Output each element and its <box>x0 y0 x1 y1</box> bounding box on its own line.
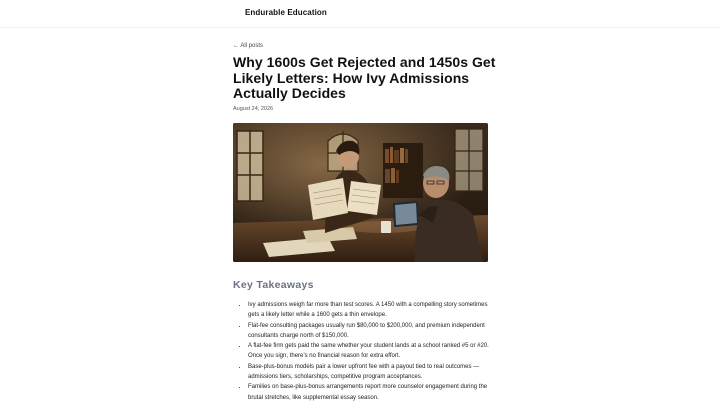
key-takeaways-heading: Key Takeaways <box>233 279 314 291</box>
post-title: Why 1600s Get Rejected and 1450s Get Likely Letters: How Ivy Admissions Actually Decides <box>233 54 496 101</box>
list-item: • Ivy admissions weigh far more than test scores. A 1450 with a compelling story sometimes gets a likely letter while a 1600 gets a thin envelope. <box>248 300 498 321</box>
all-posts-link[interactable]: ← All posts <box>233 43 264 49</box>
site-title[interactable]: Endurable Education <box>245 8 327 17</box>
list-item: • Flat-fee consulting packages usually run $80,000 to $200,000, and premium independent consultants charge north of $150,000. <box>248 321 498 342</box>
hero-image <box>233 123 488 262</box>
site-header <box>0 0 720 28</box>
post-date: August 24, 2026 <box>233 106 274 112</box>
list-item: • Base-plus-bonus models pair a lower upfront fee with a payout tied to real outcomes — admissions tiers, scholarships, competitive program acceptances. <box>248 362 498 383</box>
study-room-photo-icon <box>233 123 488 262</box>
list-item: • A flat-fee firm gets paid the same whether your student lands at a school ranked #5 or #20. Once you sign, there’s no financial reason for extra effort. <box>248 341 498 362</box>
key-takeaways-list <box>240 300 498 403</box>
list-item: • Families on base-plus-bonus arrangements report more counselor engagement during the brutal stretches, like supplemental essay season. <box>248 382 498 403</box>
